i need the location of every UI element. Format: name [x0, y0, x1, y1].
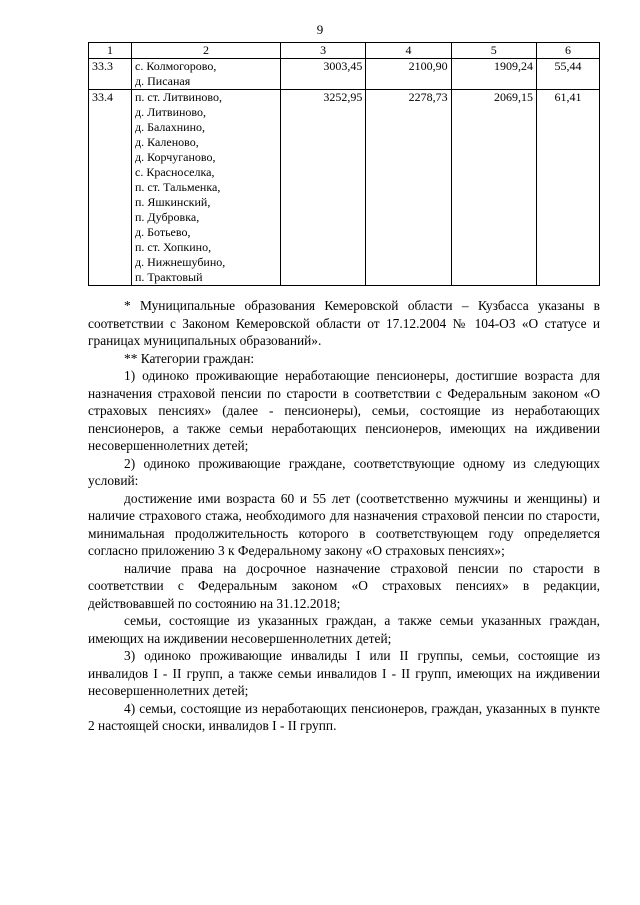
footnote-paragraph: 3) одиноко проживающие инвалиды I или II группы, семьи, состоящие из инвалидов I - II групп, а также семьи инвалидов I - II групп, имеющих на иждивении несовершеннолетних детей;	[88, 648, 600, 698]
settlement-name: п. Трактовый	[135, 270, 203, 284]
table-row	[89, 90, 600, 286]
settlement-name: п. ст. Хопкино,	[135, 240, 212, 254]
value-cell: 3003,45	[281, 59, 366, 90]
value-cell: 1909,24	[451, 59, 536, 90]
settlement-name: д. Корчуганово,	[135, 150, 216, 164]
table-header-row	[89, 43, 600, 59]
footnotes	[88, 297, 600, 735]
settlement-name: с. Колмогорово,	[135, 59, 217, 73]
settlement-name: д. Литвиново,	[135, 105, 207, 119]
footnote-paragraph: наличие права на досрочное назначение страховой пенсии по старости в соответствии с Федеральным законом «О страховых пенсиях» в редакции, действовавшей по состоянию на 31.12.2018;	[88, 560, 600, 611]
value-cell: 2069,15	[451, 90, 536, 286]
value-cell: 55,44	[536, 59, 599, 90]
settlement-name: п. Яшкинский,	[135, 195, 211, 209]
settlement-name: д. Балахнино,	[135, 120, 206, 134]
page-number: 9	[316, 22, 324, 37]
settlement-name: с. Красноселка,	[135, 165, 215, 179]
column-header: 4	[366, 43, 451, 59]
settlements-cell	[132, 90, 281, 286]
settlement-name: д. Нижнешубино,	[135, 255, 226, 269]
footnote-paragraph: 1) одиноко проживающие неработающие пенсионеры, достигшие возраста для назначения страховой пенсии по старости в соответствии с Федеральным законом «О страховых пенсиях» (далее - пенсионеры), семьи, состоящие из неработающих пенсионеров, а также семьи неработающих пенсионеров, имеющих на иждивении несовершеннолетних детей;	[88, 368, 600, 453]
value-cell: 61,41	[536, 90, 599, 286]
row-number: 33.3	[89, 59, 132, 90]
settlement-name: д. Ботьево,	[135, 225, 191, 239]
column-header: 3	[281, 43, 366, 59]
footnote-paragraph: 4) семьи, состоящие из неработающих пенсионеров, граждан, указанных в пункте 2 настоящей сноски, инвалидов I - II групп.	[88, 700, 600, 733]
footnote-paragraph: достижение ими возраста 60 и 55 лет (соответственно мужчины и женщины) и наличие страхового стажа, необходимого для назначения страховой пенсии по старости, минимальная продолжительность которого в соответствующем году определяется согласно приложению 3 к Федеральному закону «О страховых пенсиях»;	[88, 490, 600, 558]
settlement-name: п. ст. Литвиново,	[135, 90, 222, 104]
row-number: 33.4	[89, 90, 132, 286]
table-row	[89, 59, 600, 90]
footnote-paragraph: * Муниципальные образования Кемеровской области – Кузбасса указаны в соответствии с Законом Кемеровской области от 17.12.2004 № 104-ОЗ «О статусе и границах муниципальных образований».	[88, 298, 600, 348]
settlements-cell	[132, 59, 281, 90]
column-header: 2	[132, 43, 281, 59]
value-cell: 3252,95	[281, 90, 366, 286]
settlement-name: п. ст. Тальменка,	[135, 180, 221, 194]
column-header: 1	[89, 43, 132, 59]
footnote-paragraph: 2) одиноко проживающие граждане, соответствующие одному из следующих условий:	[88, 455, 600, 488]
settlement-name: д. Писаная	[135, 74, 191, 88]
value-cell: 2100,90	[366, 59, 451, 90]
settlement-name: п. Дубровка,	[135, 210, 200, 224]
data-table	[88, 42, 600, 286]
footnote-paragraph: семьи, состоящие из указанных граждан, а также семьи указанных граждан, имеющих на иждивении несовершеннолетних детей;	[88, 613, 600, 646]
footnote-paragraph: ** Категории граждан:	[124, 350, 255, 366]
value-cell: 2278,73	[366, 90, 451, 286]
column-header: 5	[451, 43, 536, 59]
column-header: 6	[536, 43, 599, 59]
settlement-name: д. Каленово,	[135, 135, 199, 149]
